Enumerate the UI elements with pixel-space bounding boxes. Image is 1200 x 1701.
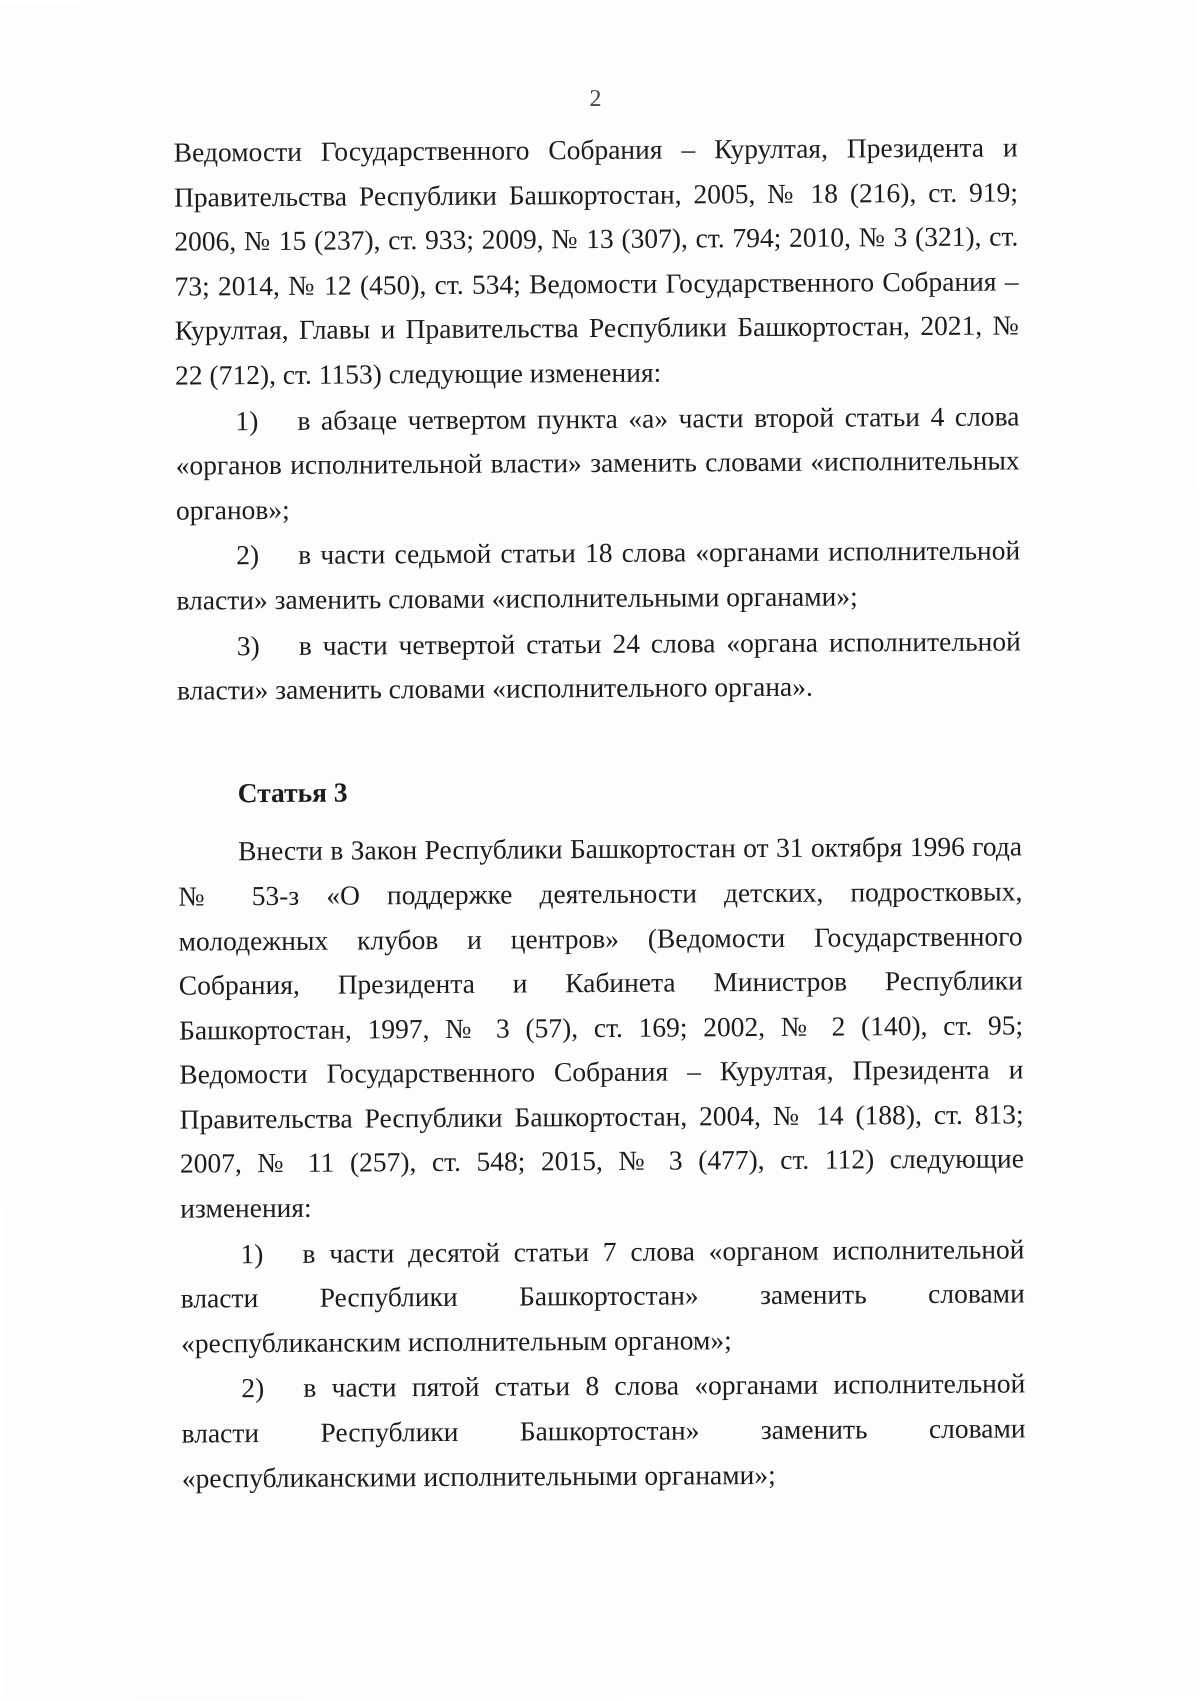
item-number: 1) [240,1237,264,1269]
article3-item-1 [180,1227,1025,1366]
item-text: в части десятой статьи 7 слова «органом исполнительной власти Республики Башкортостан» заменить словами «республиканским исполнительным органом»; [180,1233,1025,1359]
item-text: в части пятой статьи 8 слова «органами исполнительной власти Республики Башкортостан» заменить словами «республиканскими исполнительными органами»; [181,1367,1026,1494]
document-body [174,125,1026,1500]
article3-intro: Внести в Закон Республики Башкортостан от 31 октября 1996 года № 53-з «О поддержке деятельности детских, подростковых, молодежных клубов и центров» (Ведомости Государственного Собрания, Президента и Кабинета Министров Республики Башкортостан, 1997, № 3 (57), ст. 169; 2002, № 2 (140), ст. 95; Ведомости Государственного Собрания – Курултая, Президента и Правительства Республики Башкортостан, 2004, № 14 (188), ст. 813; 2007, № 11 (257), ст. 548; 2015, № 3 (477), ст. 112) следующие изменения: [178,830,1024,1224]
page-number: 2 [589,85,602,113]
item-text: в части седьмой статьи 18 слова «органами исполнительной власти» заменить словами «исполнительными органами»; [176,534,1021,616]
item-number: 1) [235,404,259,436]
continuation-paragraph: Ведомости Государственного Собрания – Курултая, Президента и Правительства Республики Башкортостан, 2005, № 18 (216), ст. 919; 2006, № 15 (237), ст. 933; 2009, № 13 (307), ст. 794; 2010, № 3 (321), ст. 73; 2014, № 12 (450), ст. 534; Ведомости Государственного Собрания – Курултая, Главы и Правительства Республики Башкортостан, 2021, № 22 (712), ст. 1153) следующие изменения: [173,131,1019,391]
item-text: в части четвертой статьи 24 слова «органа исполнительной власти» заменить словами «исполнительного органа». [176,624,1021,706]
item-number: 2) [236,539,260,571]
article3-item-2 [181,1362,1026,1501]
article2-item-1 [175,394,1020,533]
item-text: в абзаце четвертом пункта «а» части второй статьи 4 слова «органов исполнительной власти» заменить словами «исполнительных органов»; [175,399,1020,526]
article2-item-2 [176,529,1021,623]
item-number: 3) [236,629,260,661]
article3-heading: Статья 3 [237,776,348,808]
article2-item-3 [177,619,1022,713]
item-number: 2) [241,1372,265,1404]
